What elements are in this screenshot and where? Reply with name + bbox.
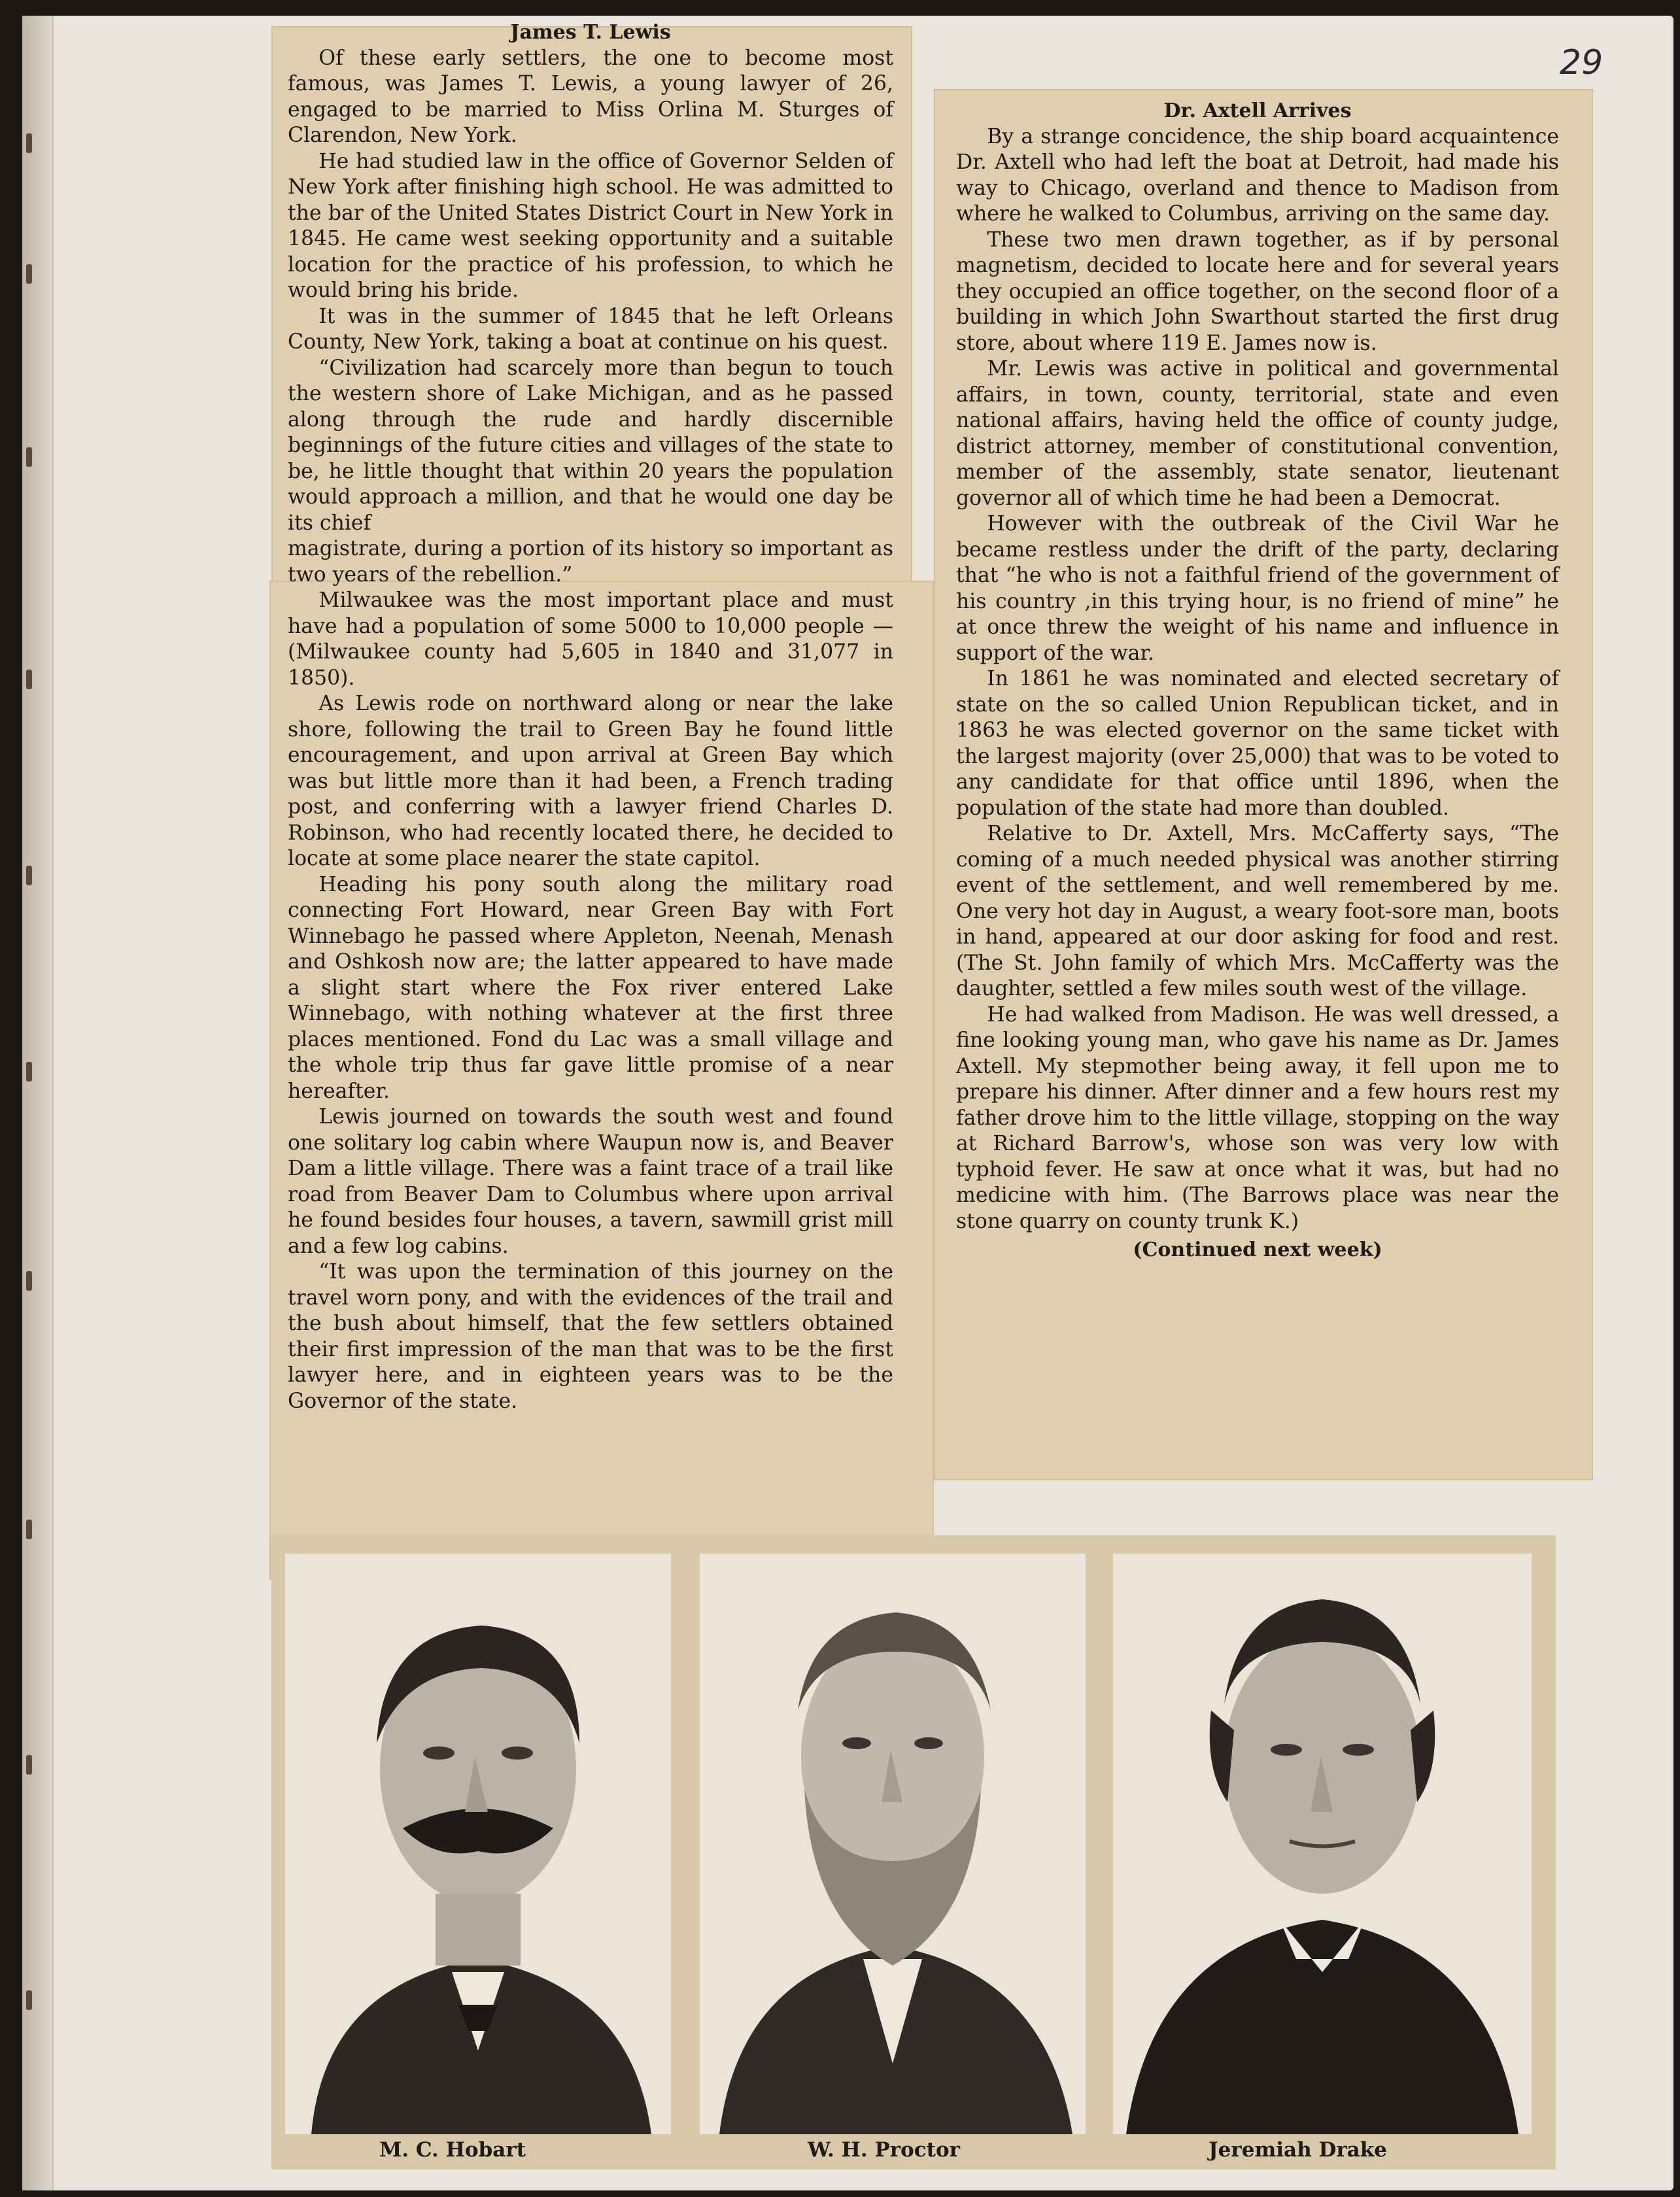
paragraph: Milwaukee was the most important place and must have had a population of some 5000 to 10,000 people — (Milwaukee county had 5,605 in 1840 and 31,077 in 1850). (288, 588, 893, 690)
portrait-proctor (700, 1554, 1086, 2134)
caption-drake: Jeremiah Drake (1209, 2138, 1387, 2162)
article-lewis (288, 20, 893, 1414)
paragraph: “Civilization had scarcely more than begun to touch the western shore of Lake Michigan, and as he passed along through the rude and hardly discernible beginnings of the future cities and villages of the state to be, he little thought that within 20 years the population would approach a million, and that he would one day be its chief (288, 356, 893, 535)
binding-hole (26, 264, 32, 284)
paragraph: He had walked from Madison. He was well dressed, a fine looking young man, who gave his name as Dr. James Axtell. My stepmother being away, it fell upon me to prepare his dinner. After dinner and a few hours rest my father drove him to the little village, stopping on the way at Richard Barrow's, whose son was very low with typhoid fever. He saw at once what it was, but had no medicine with him. (The Barrows place was near the stone quarry on county trunk K.) (956, 1002, 1559, 1233)
portrait-hobart-image (285, 1554, 671, 2134)
portrait-proctor-image (700, 1554, 1086, 2134)
binding-hole (26, 1755, 32, 1775)
article-axtell (956, 98, 1559, 1263)
binding-hole (26, 1990, 32, 2010)
binding-hole (26, 670, 32, 689)
paragraph: Relative to Dr. Axtell, Mrs. McCafferty says, “The coming of a much needed physical was another stirring event of the settlement, and well remembered by me. One very hot day in August, a weary foot-sore man, boots in hand, appeared at our door asking for food and rest. (The St. John family of which Mrs. McCafferty was the daughter, settled a few miles south west of the village. (956, 822, 1559, 1000)
binding-hole (26, 1062, 32, 1081)
paragraph: magistrate, during a portion of its history so important as two years of the rebellion.” (288, 537, 893, 587)
binding-hole (26, 133, 32, 153)
binding-hole (26, 1271, 32, 1291)
paragraph: “It was upon the termination of this journey on the travel worn pony, and with the evidences of the trail and the bush about himself, that the few settlers obtained their first impression of the man that was to be the first lawyer here, and in eighteen years was to be the Governor of the state. (288, 1260, 893, 1413)
paragraph: In 1861 he was nominated and elected secretary of state on the so called Union Republican ticket, and in 1863 he was elected governor on the same ticket with the largest majority (over 25,000) that was to be voted to any candidate for that office until 1896, when the population of the state had more than doubled. (956, 667, 1559, 820)
continued-note: (Continued next week) (1133, 1238, 1382, 1261)
caption-hobart: M. C. Hobart (379, 2138, 526, 2162)
album-binding (22, 16, 54, 2190)
binding-hole (26, 447, 32, 467)
paragraph: Lewis journed on towards the south west and found one solitary log cabin where Waupun now is, and Beaver Dam a little village. There was a faint trace of a trail like road from Beaver Dam to Columbus where upon arrival he found besides four houses, a tavern, sawmill grist mill and a few log cabins. (288, 1105, 893, 1258)
paragraph: As Lewis rode on northward along or near the lake shore, following the trail to Green Bay he found little encouragement, and upon arrival at Green Bay which was but little more than it had been, a French trading post, and conferring with a lawyer friend Charles D. Robinson, who had recently located there, he decided to locate at some place nearer the state capitol. (288, 692, 893, 870)
binding-hole (26, 1520, 32, 1539)
paragraph: He had studied law in the office of Governor Selden of New York after finishing high school. He was admitted to the bar of the United States District Court in New York in 1845. He came west seeking opportunity and a suitable location for the practice of his profession, to which he would bring his bride. (288, 149, 893, 302)
portrait-hobart (285, 1554, 671, 2134)
headline-lewis: James T. Lewis (510, 21, 671, 44)
paragraph: It was in the summer of 1845 that he left Orleans County, New York, taking a boat at continue on his quest. (288, 304, 893, 354)
paragraph: These two men drawn together, as if by personal magnetism, decided to locate here and for several years they occupied an office together, on the second floor of a building in which John Swarthout started the first drug store, about where 119 E. James now is. (956, 228, 1559, 355)
caption-proctor: W. H. Proctor (808, 2138, 960, 2162)
paragraph: Heading his pony south along the military road connecting Fort Howard, near Green Bay with Fort Winnebago he passed where Appleton, Neenah, Menash and Oshkosh now are; the latter appeared to have made a slight start where the Fox river entered Lake Winnebago, with nothing whatever at the first three places mentioned. Fond du Lac was a small village and the whole trip thus far gave little promise of a near hereafter. (288, 872, 893, 1103)
portrait-drake (1113, 1554, 1532, 2134)
paragraph: Mr. Lewis was active in political and governmental affairs, in town, county, territorial, state and even national affairs, having held the office of county judge, district attorney, member of constitutional convention, member of the assembly, state senator, lieutenant governor all of which time he had been a Democrat. (956, 357, 1559, 510)
paragraph: By a strange concidence, the ship board acquaintence Dr. Axtell who had left the boat at Detroit, had made his way to Chicago, overland and thence to Madison from where he walked to Columbus, arriving on the same day. (956, 124, 1559, 226)
paragraph: However with the outbreak of the Civil War he became restless under the drift of the party, declaring that “he who is not a faithful friend of the government of his country ,in this trying hour, is no friend of mine” he at once threw the weight of his name and influence in support of the war. (956, 512, 1559, 665)
portrait-drake-image (1113, 1554, 1532, 2134)
binding-hole (26, 866, 32, 885)
paragraph: Of these early settlers, the one to become most famous, was James T. Lewis, a young lawyer of 26, engaged to be married to Miss Orlina M. Sturges of Clarendon, New York. (288, 46, 893, 147)
page-number: 29 (1560, 43, 1603, 82)
headline-axtell: Dr. Axtell Arrives (1163, 99, 1352, 122)
